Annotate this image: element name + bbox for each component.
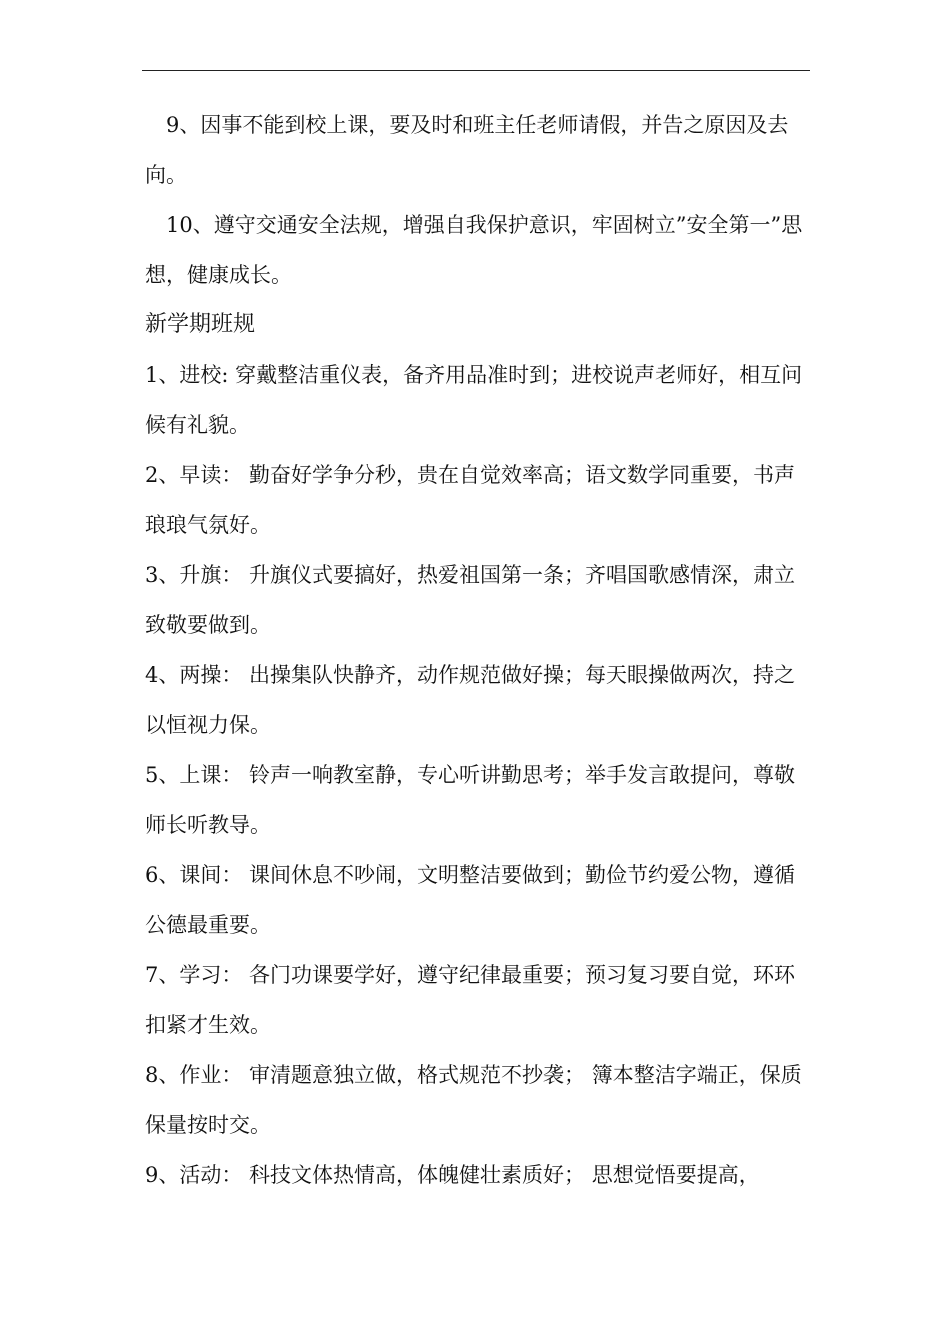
intro-paragraph-10: 10、遵守交通安全法规，增强自我保护意识，牢固树立”安全第一”思想，健康成长。 [145, 213, 803, 287]
rule-item: 7、学习： 各门功课要学好，遵守纪律最重要；预习复习要自觉，环环扣紧才生效。 [145, 963, 796, 1037]
rule-item: 5、上课： 铃声一响教室静，专心听讲勤思考；举手发言敢提问，尊敬师长听教导。 [145, 763, 796, 837]
rule-item: 2、早读： 勤奋好学争分秒，贵在自觉效率高；语文数学同重要，书声琅琅气氛好。 [145, 463, 796, 537]
rule-item: 3、升旗： 升旗仪式要搞好，热爱祖国第一条；齐唱国歌感情深，肃立致敬要做到。 [145, 563, 796, 637]
intro-paragraph-9: 9、因事不能到校上课，要及时和班主任老师请假，并告之原因及去向。 [145, 113, 789, 187]
rule-item: 6、课间： 课间休息不吵闹，文明整洁要做到；勤俭节约爱公物，遵循公德最重要。 [145, 863, 796, 937]
header-rule [142, 70, 810, 71]
section-title: 新学期班规 [145, 312, 256, 337]
rule-item: 4、两操： 出操集队快静齐，动作规范做好操；每天眼操做两次，持之以恒视力保。 [145, 663, 796, 737]
rule-item: 1、进校: 穿戴整洁重仪表，备齐用品准时到；进校说声老师好，相互问候有礼貌。 [145, 363, 803, 437]
rule-item: 8、作业： 审清题意独立做，格式规范不抄袭； 簿本整洁字端正，保质保量按时交。 [145, 1063, 802, 1137]
rule-item: 9、活动： 科技文体热情高，体魄健壮素质好； 思想觉悟要提高， [145, 1163, 760, 1187]
document-body [145, 100, 813, 1200]
